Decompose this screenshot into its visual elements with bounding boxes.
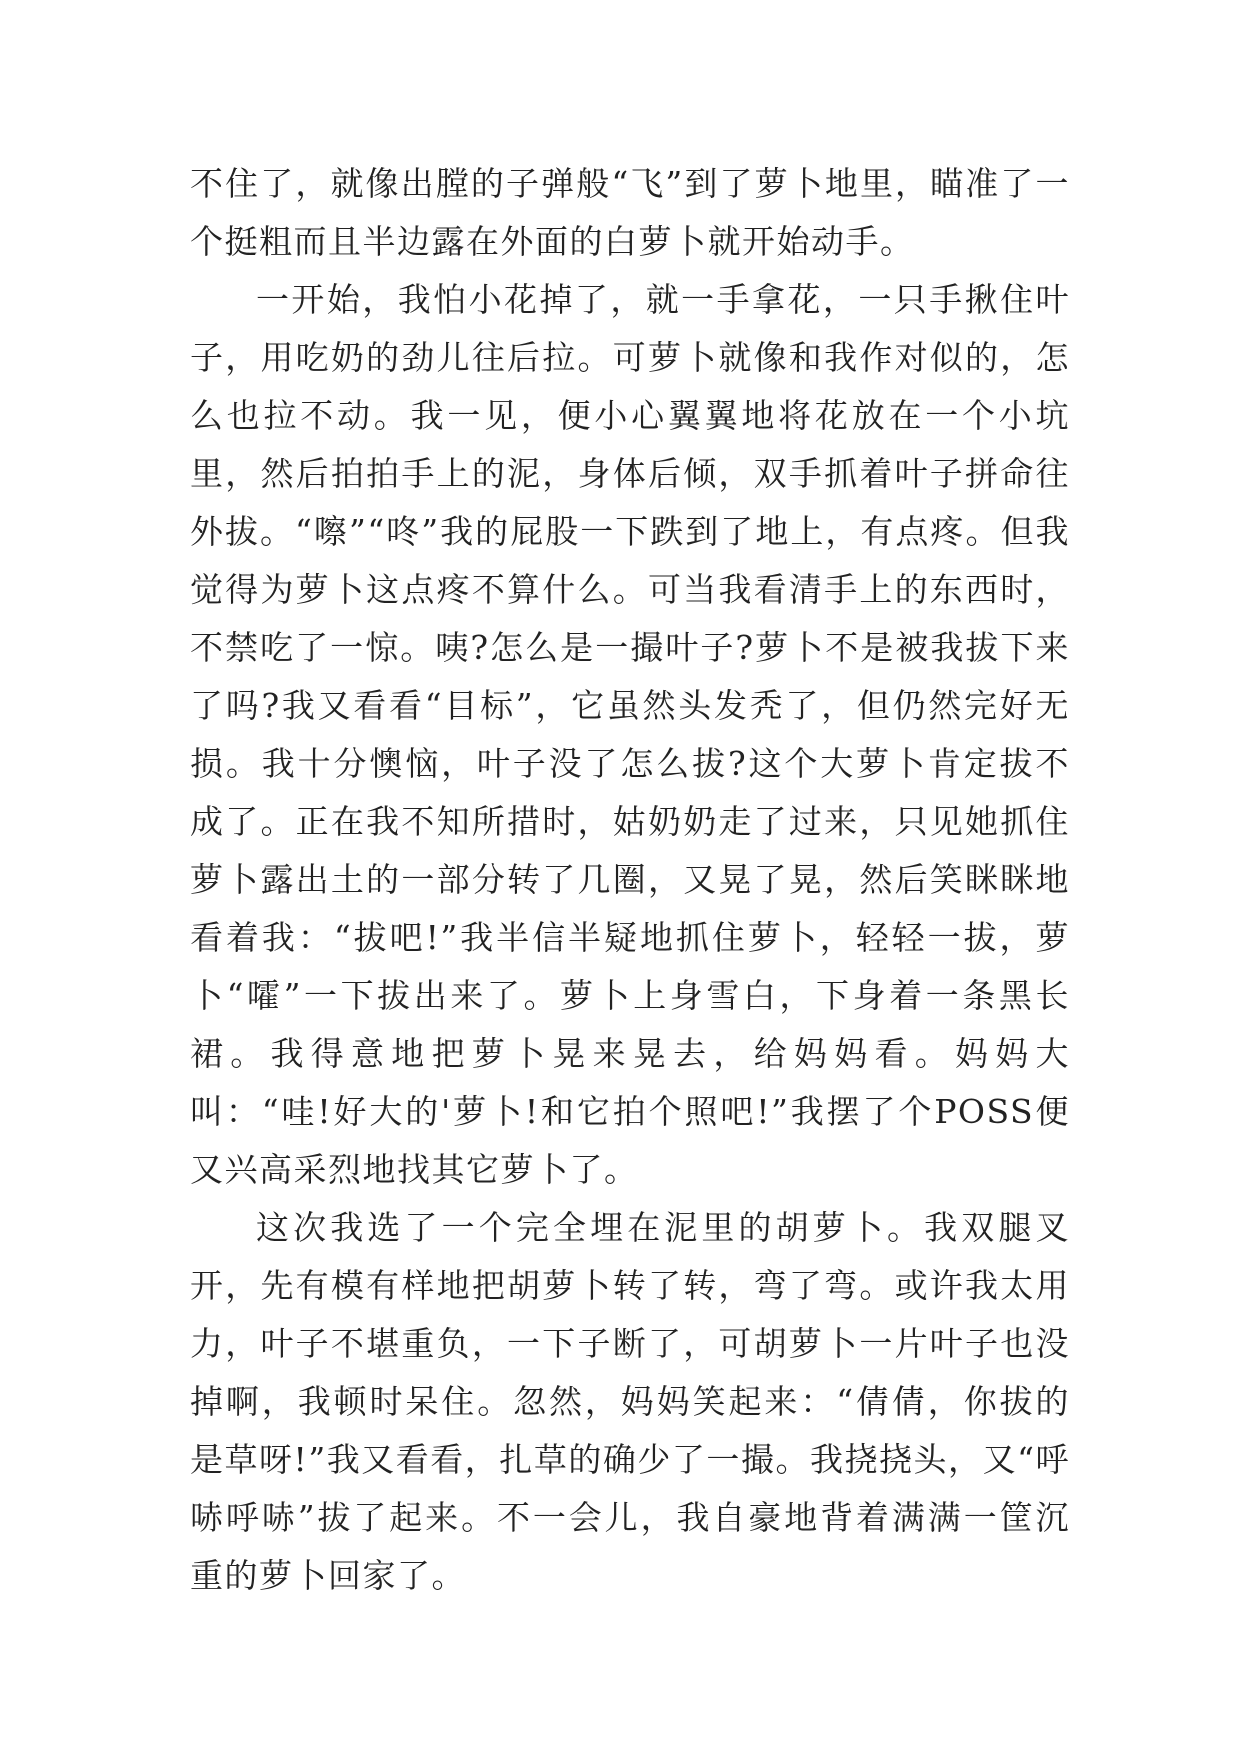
document-body [190, 155, 1070, 1605]
paragraph-3: 这次我选了一个完全埋在泥里的胡萝卜。我双腿叉开，先有模有样地把胡萝卜转了转，弯了弯。或许我太用力，叶子不堪重负，一下子断了，可胡萝卜一片叶子也没掉啊，我顿时呆住。忽然，妈妈笑起来：“倩倩，你拔的是草呀!”我又看看，扎草的确少了一撮。我挠挠头，又“呼哧呼哧”拔了起来。不一会儿，我自豪地背着满满一筐沉重的萝卜回家了。 [190, 1208, 1070, 1595]
paragraph-1: 不住了，就像出膛的子弹般“飞”到了萝卜地里，瞄准了一个挺粗而且半边露在外面的白萝卜就开始动手。 [190, 164, 1070, 261]
paragraph-2: 一开始，我怕小花掉了，就一手拿花，一只手揪住叶子，用吃奶的劲儿往后拉。可萝卜就像和我作对似的，怎么也拉不动。我一见，便小心翼翼地将花放在一个小坑里，然后拍拍手上的泥，身体后倾，双手抓着叶子拼命往外拔。“嚓”“咚”我的屁股一下跌到了地上，有点疼。但我觉得为萝卜这点疼不算什么。可当我看清手上的东西时，不禁吃了一惊。咦?怎么是一撮叶子?萝卜不是被我拔下来了吗?我又看看“目标”，它虽然头发秃了，但仍然完好无损。我十分懊恼，叶子没了怎么拔?这个大萝卜肯定拔不成了。正在我不知所措时，姑奶奶走了过来，只见她抓住萝卜露出土的一部分转了几圈，又晃了晃，然后笑眯眯地看着我：“拔吧!”我半信半疑地抓住萝卜，轻轻一拔，萝卜“嚯”一下拔出来了。萝卜上身雪白，下身着一条黑长裙。我得意地把萝卜晃来晃去，给妈妈看。妈妈大叫：“哇!好大的'萝卜!和它拍个照吧!”我摆了个POSS便又兴高采烈地找其它萝卜了。 [190, 280, 1070, 1189]
